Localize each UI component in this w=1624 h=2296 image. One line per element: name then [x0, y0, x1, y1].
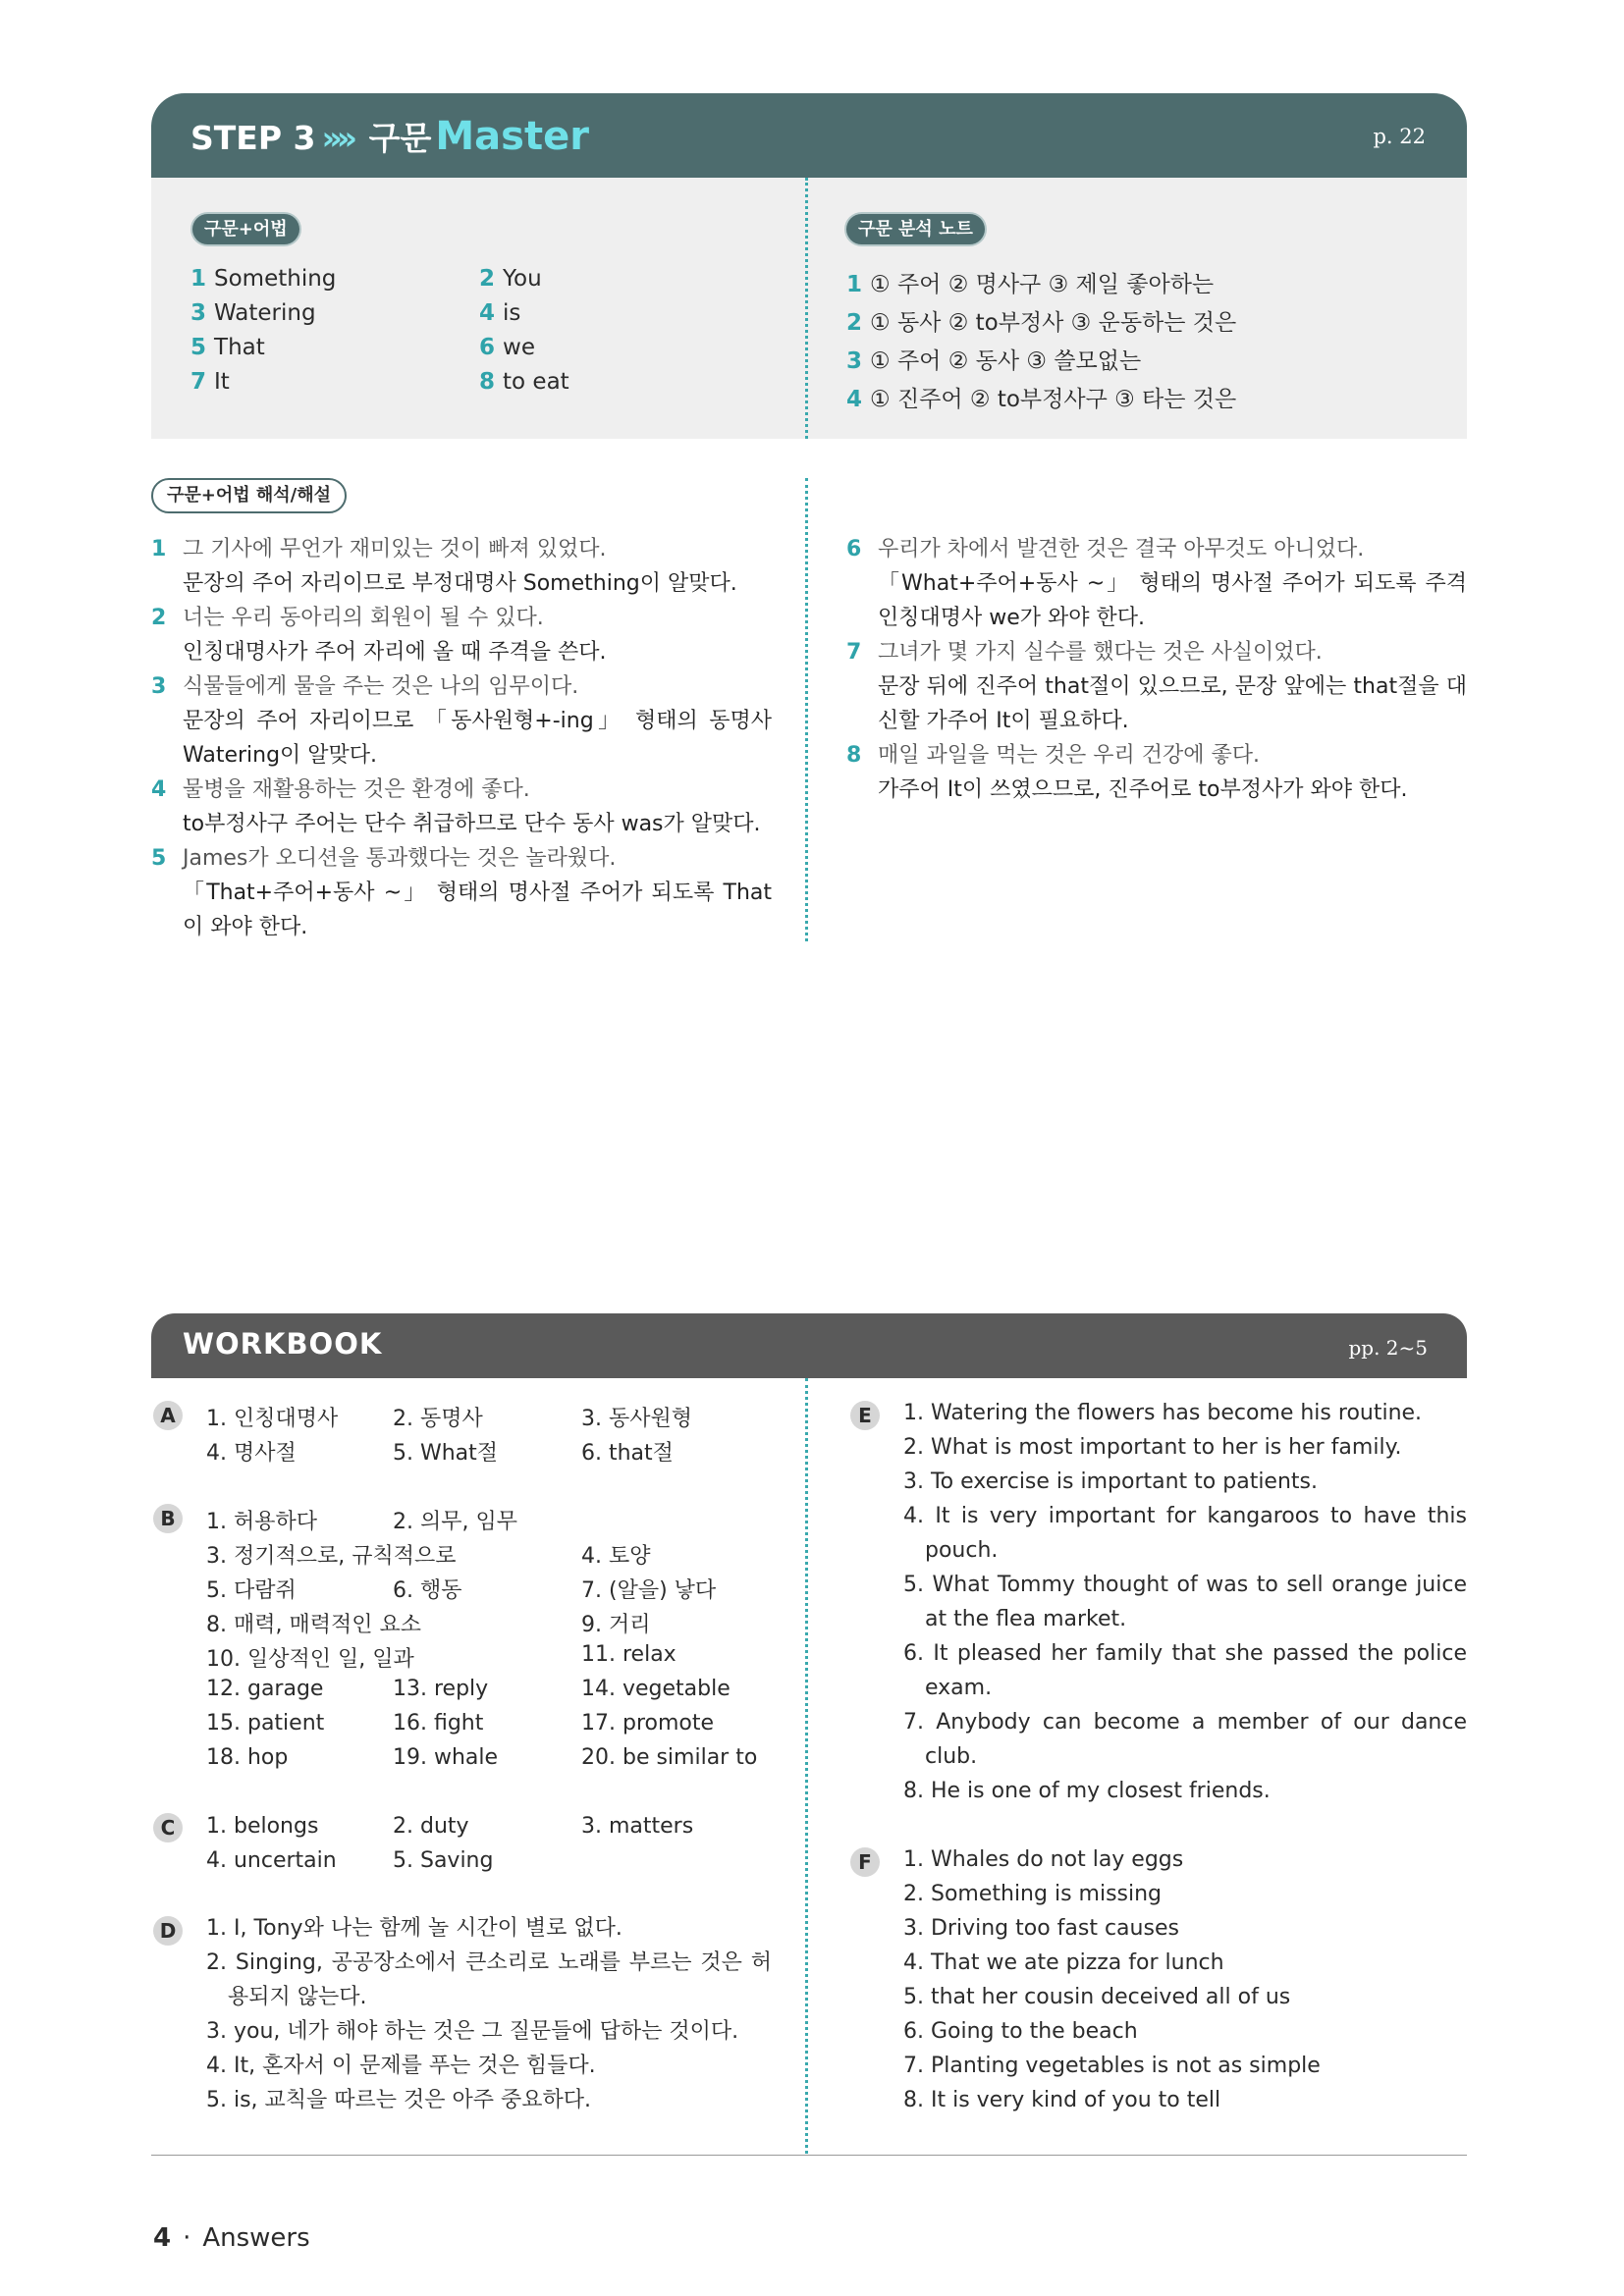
grammar-answer: 8 to eat	[479, 369, 569, 395]
analysis-note: 2 ① 동사 ② to부정사 ③ 운동하는 것은	[846, 310, 1237, 336]
explanation-item: 1 그 기사에 무언가 재미있는 것이 빠져 있었다. 문장의 주어 자리이므로 부정대명사 Something이 알맞다.	[151, 537, 737, 596]
section-a-item: 2. 동명사	[393, 1407, 483, 1431]
explanation-item: 7 그녀가 몇 가지 실수를 했다는 것은 사실이었다. 문장 뒤에 진주어 that절이 있으므로, 문장 앞에는 that절을 대신할 가주어 It이 필요하다.	[846, 640, 1467, 733]
step-title-ko: 구문	[368, 119, 432, 157]
section-f-item: 8. It is very kind of you to tell	[903, 2088, 1221, 2112]
section-f-item: 5. that her cousin deceived all of us	[903, 1985, 1291, 2009]
grammar-answer: 3 Watering	[190, 300, 316, 326]
workbook-header	[151, 1313, 1467, 1378]
section-d-badge: D	[153, 1916, 183, 1946]
section-f-badge: F	[850, 1847, 880, 1877]
section-f-item: 2. Something is missing	[903, 1882, 1163, 1906]
section-b-item: 10. 일상적인 일, 일과	[206, 1647, 414, 1672]
section-b-item: 2. 의무, 임무	[393, 1510, 517, 1534]
grammar-pill: 구문+어법	[192, 214, 299, 244]
grammar-answer: 7 It	[190, 369, 230, 395]
section-d-item: 4. It, 혼자서 이 문제를 푸는 것은 힘들다.	[206, 2054, 596, 2078]
section-e-item: 7. Anybody can become a member of our dance club.	[903, 1710, 1467, 1769]
double-chevron-icon: »»	[321, 119, 352, 157]
section-f-item: 1. Whales do not lay eggs	[903, 1847, 1184, 1872]
section-b-item: 17. promote	[581, 1711, 715, 1735]
section-b-item: 12. garage	[206, 1677, 324, 1701]
section-d-item: 1. I, Tony와 나는 함께 놀 시간이 별로 없다.	[206, 1916, 623, 1941]
page-ref: p. 22	[1373, 125, 1426, 148]
section-f-item: 6. Going to the beach	[903, 2019, 1138, 2044]
section-b-item: 11. relax	[581, 1642, 677, 1667]
workbook-page-ref: pp. 2~5	[1348, 1336, 1428, 1360]
section-b-item: 14. vegetable	[581, 1677, 731, 1701]
section-b-item: 16. fight	[393, 1711, 484, 1735]
section-e-item: 1. Watering the flowers has become his routine.	[903, 1401, 1423, 1425]
step-title	[190, 113, 589, 159]
explanation-divider	[805, 478, 808, 941]
section-b-item: 18. hop	[206, 1745, 289, 1770]
section-b-item: 9. 거리	[581, 1613, 651, 1637]
page-number: 4	[153, 2223, 172, 2253]
section-b-item: 4. 토양	[581, 1544, 651, 1569]
step-title-en: Master	[435, 114, 589, 159]
section-e-item: 6. It pleased her family that she passed the police exam.	[903, 1641, 1467, 1700]
section-e-item: 4. It is very important for kangaroos to have this pouch.	[903, 1504, 1467, 1563]
section-a-badge: A	[153, 1401, 183, 1430]
bottom-rule	[151, 2155, 1467, 2156]
section-e-item: 5. What Tommy thought of was to sell orange juice at the flea market.	[903, 1573, 1467, 1631]
section-c-item: 2. duty	[393, 1814, 469, 1839]
section-c-item: 4. uncertain	[206, 1848, 337, 1873]
explanation-pill: 구문+어법 해석/해설	[151, 478, 347, 513]
section-b-item: 5. 다람쥐	[206, 1578, 297, 1603]
section-a-item: 4. 명사절	[206, 1441, 297, 1466]
section-a-item: 5. What절	[393, 1441, 499, 1466]
section-f-item: 4. That we ate pizza for lunch	[903, 1950, 1224, 1975]
analysis-note: 3 ① 주어 ② 동사 ③ 쓸모없는	[846, 348, 1142, 374]
step-header	[151, 93, 1467, 178]
explanation-item: 3 식물들에게 물을 주는 것은 나의 임무이다. 문장의 주어 자리이므로 「동사원형+-ing」 형태의 동명사 Watering이 알맞다.	[151, 674, 772, 768]
answer-box-divider	[805, 178, 808, 439]
section-d-item: 5. is, 교칙을 따르는 것은 아주 중요하다.	[206, 2088, 592, 2112]
page-footer	[153, 2223, 310, 2253]
answer-box	[151, 178, 1467, 439]
section-a-item: 6. that절	[581, 1441, 674, 1466]
grammar-answer: 2 You	[479, 266, 542, 292]
footer-label: Answers	[202, 2223, 310, 2253]
section-f-item: 3. Driving too fast causes	[903, 1916, 1179, 1941]
section-c-item: 3. matters	[581, 1814, 694, 1839]
explanation-item: 6 우리가 차에서 발견한 것은 결국 아무것도 아니었다. 「What+주어+동사 ~」 형태의 명사절 주어가 되도록 주격 인칭대명사 we가 와야 한다.	[846, 537, 1467, 630]
explanation-item: 2 너는 우리 동아리의 회원이 될 수 있다. 인칭대명사가 주어 자리에 올 때 주격을 쓴다.	[151, 606, 607, 665]
section-c-item: 1. belongs	[206, 1814, 319, 1839]
section-e-item: 8. He is one of my closest friends.	[903, 1779, 1271, 1803]
explanation-item: 8 매일 과일을 먹는 것은 우리 건강에 좋다. 가주어 It이 쓰였으므로, 진주어로 to부정사가 와야 한다.	[846, 743, 1408, 802]
workbook-title: WORKBOOK	[183, 1327, 383, 1361]
section-e-item: 3. To exercise is important to patients.	[903, 1469, 1318, 1494]
explanation-item: 4 물병을 재활용하는 것은 환경에 좋다. to부정사구 주어는 단수 취급하므로 단수 동사 was가 알맞다.	[151, 777, 761, 836]
section-b-item: 8. 매력, 매력적인 요소	[206, 1613, 421, 1637]
workbook-divider	[805, 1378, 808, 2154]
section-b-item: 13. reply	[393, 1677, 489, 1701]
section-b-item: 19. whale	[393, 1745, 499, 1770]
section-b-item: 15. patient	[206, 1711, 325, 1735]
step-label: STEP 3	[190, 119, 316, 157]
section-b-item: 20. be similar to	[581, 1745, 758, 1770]
section-b-item: 3. 정기적으로, 규칙적으로	[206, 1544, 457, 1569]
analysis-note: 1 ① 주어 ② 명사구 ③ 제일 좋아하는	[846, 272, 1215, 297]
footer-separator: ·	[183, 2223, 191, 2253]
grammar-answer: 5 That	[190, 335, 265, 360]
explanation-item: 5 James가 오디션을 통과했다는 것은 놀라웠다. 「That+주어+동사 ~」 형태의 명사절 주어가 되도록 That이 와야 한다.	[151, 846, 772, 939]
section-a-item: 3. 동사원형	[581, 1407, 692, 1431]
grammar-answer: 4 is	[479, 300, 521, 326]
section-f-item: 7. Planting vegetables is not as simple	[903, 2054, 1321, 2078]
section-d-item: 3. you, 네가 해야 하는 것은 그 질문들에 답하는 것이다.	[206, 2019, 739, 2044]
section-c-badge: C	[153, 1813, 183, 1842]
analysis-pill: 구문 분석 노트	[846, 214, 985, 244]
section-b-item: 6. 행동	[393, 1578, 462, 1603]
section-a-item: 1. 인칭대명사	[206, 1407, 339, 1431]
section-c-item: 5. Saving	[393, 1848, 494, 1873]
section-b-item: 7. (알을) 낳다	[581, 1578, 717, 1603]
section-d-item: 2. Singing, 공공장소에서 큰소리로 노래를 부르는 것은 허용되지 않는다.	[206, 1950, 772, 2009]
grammar-answer: 6 we	[479, 335, 535, 360]
section-b-badge: B	[153, 1504, 183, 1533]
section-b-item: 1. 허용하다	[206, 1510, 317, 1534]
analysis-note: 4 ① 진주어 ② to부정사구 ③ 타는 것은	[846, 387, 1237, 412]
grammar-answer: 1 Something	[190, 266, 337, 292]
section-e-item: 2. What is most important to her is her family.	[903, 1435, 1402, 1460]
section-e-badge: E	[850, 1401, 880, 1430]
